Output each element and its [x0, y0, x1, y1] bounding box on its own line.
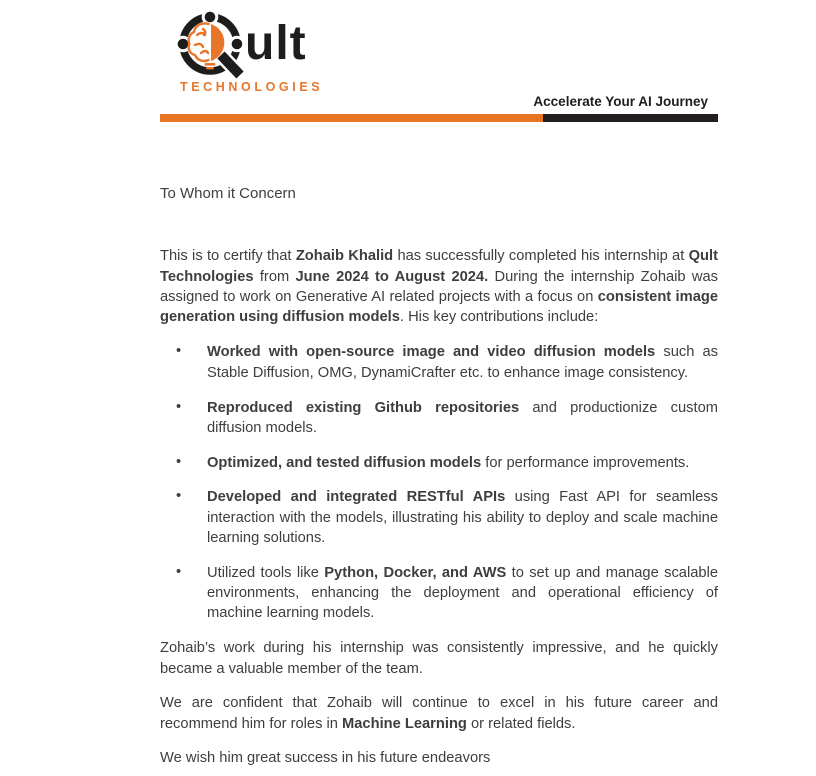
bold-text: Optimized, and tested diffusion models	[207, 454, 482, 471]
bullet-item	[160, 398, 718, 439]
header-divider	[160, 114, 718, 122]
text: to set up and manage scalable environments, enhancing the deployment and operational efficiency of machine learning models.	[207, 564, 719, 622]
bullet-item	[160, 487, 718, 548]
text: We wish him great success in his future endeavors	[160, 750, 491, 767]
divider-orange-segment	[160, 114, 543, 122]
closing-paragraphs	[160, 638, 718, 768]
logo-wordmark: ult	[245, 17, 307, 70]
text: We are confident that Zohaib will continue to excel in his future career and recommend him for roles in	[160, 695, 718, 732]
bold-text: Zohaib Khalid	[295, 248, 394, 265]
salutation: To Whom it Concern	[160, 185, 296, 202]
text: has successfully completed his internship at	[393, 248, 689, 265]
bold-text: June 2024 to August 2024.	[295, 268, 489, 285]
bullet-marker: •	[176, 398, 182, 415]
bullet-marker: •	[176, 453, 182, 470]
bold-text: Developed and integrated RESTful APIs	[207, 489, 506, 506]
bullet-marker: •	[176, 563, 182, 580]
intro-paragraph	[160, 246, 718, 327]
text: for performance improvements.	[481, 454, 690, 471]
bold-text: Worked with open-source image and video diffusion models	[207, 344, 656, 361]
bullet-marker: •	[176, 488, 182, 505]
text: Zohaib’s work during his internship was consistently impressive, and he quickly became a valuable member of the team.	[160, 640, 718, 677]
text: using Fast API for seamless interaction with the models, illustrating his ability to deploy and scale machine learning solutions.	[207, 489, 718, 547]
closing-paragraph	[160, 748, 718, 768]
bold-text: Machine Learning	[342, 715, 467, 732]
bullet-item	[160, 342, 718, 383]
bullet-marker: •	[176, 343, 182, 360]
text: such as Stable Diffusion, OMG, DynamiCrafter etc. to enhance image consistency.	[207, 344, 718, 381]
text: Utilized tools like	[207, 564, 325, 581]
text: This is to certify that	[160, 248, 296, 265]
text: or related fields.	[466, 715, 576, 732]
closing-paragraph	[160, 638, 718, 679]
logo-subtitle: TECHNOLOGIES	[180, 80, 324, 94]
tagline: Accelerate Your AI Journey	[533, 94, 708, 109]
contributions-list	[160, 342, 718, 623]
bold-text: Python, Docker, and AWS	[324, 564, 507, 581]
bold-text: Reproduced existing Github repositories	[207, 399, 520, 416]
text: During the internship Zohaib was assigned to work on Generative AI related projects with a focus on	[160, 268, 718, 305]
text: . His key contributions include:	[399, 309, 599, 326]
bold-text: consistent image generation using diffusion models	[160, 288, 718, 326]
text: and productionize custom diffusion models.	[207, 399, 718, 436]
bullet-item	[160, 563, 718, 624]
text: from	[253, 268, 296, 285]
closing-paragraph	[160, 693, 718, 734]
bold-text: Qult Technologies	[160, 248, 718, 285]
letter-body	[160, 184, 718, 776]
bullet-item	[160, 453, 718, 473]
divider-black-segment	[543, 114, 718, 122]
